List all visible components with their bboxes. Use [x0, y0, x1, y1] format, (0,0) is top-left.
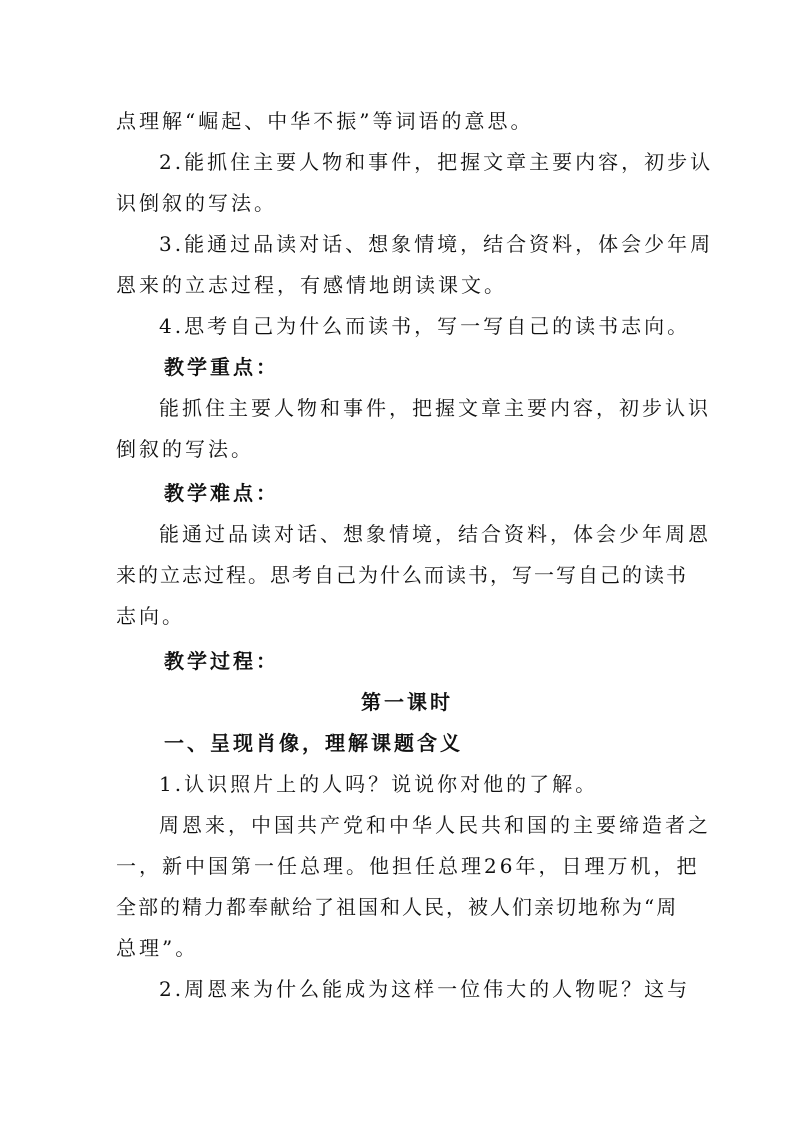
text-line: 总理”。	[116, 936, 199, 960]
section-heading: 教学难点：	[164, 481, 279, 505]
objective-item: 3.能通过品读对话、想象情境，结合资料，体会少年周	[159, 232, 714, 256]
text-line: 点理解“崛起、中华不振”等词语的意思。	[116, 109, 534, 133]
text-line: 一，新中国第一任总理。他担任总理26年，日理万机，把	[116, 854, 700, 878]
text-line: 恩来的立志过程，有感情地朗读课文。	[116, 273, 507, 297]
text-line: 志向。	[116, 604, 185, 628]
text-line: 全部的精力都奉献给了祖国和人民，被人们亲切地称为“周	[116, 895, 679, 919]
question-item: 1.认识照片上的人吗？说说你对他的了解。	[159, 772, 599, 796]
subsection-heading: 一、呈现肖像，理解课题含义	[164, 731, 463, 755]
text-line: 倒叙的写法。	[116, 437, 254, 461]
question-item: 2.周恩来为什么能成为这样一位伟大的人物呢？这与	[159, 977, 691, 1001]
objective-item: 2.能抓住主要人物和事件，把握文章主要内容，初步认	[159, 150, 714, 174]
text-line: 识倒叙的写法。	[116, 191, 277, 215]
section-heading: 教学过程：	[164, 649, 279, 673]
section-heading: 教学重点：	[164, 355, 279, 379]
paragraph-line: 能抓住主要人物和事件，把握文章主要内容，初步认识	[159, 396, 711, 420]
lesson-title: 第一课时	[361, 690, 453, 714]
paragraph-line: 周恩来，中国共产党和中华人民共和国的主要缔造者之	[159, 813, 711, 837]
text-line: 来的立志过程。思考自己为什么而读书，写一写自己的读书	[116, 563, 688, 587]
objective-item: 4.思考自己为什么而读书，写一写自己的读书志向。	[159, 314, 691, 338]
paragraph-line: 能通过品读对话、想象情境，结合资料，体会少年周恩	[159, 522, 711, 546]
